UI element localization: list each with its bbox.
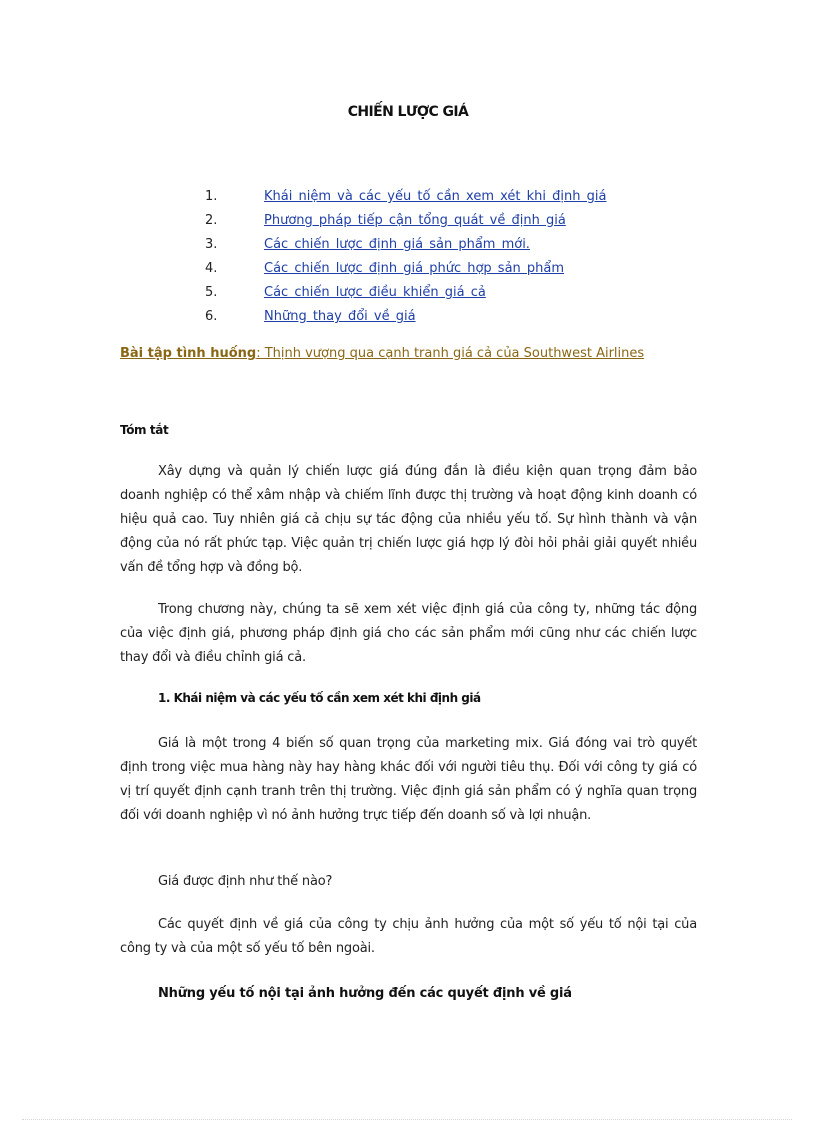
- table-of-contents: [205, 187, 725, 331]
- toc-link-price-changes[interactable]: Những thay đổi về giá: [264, 309, 416, 324]
- toc-link-concepts[interactable]: Khái niệm và các yếu tố cần xem xét khi định giá: [264, 189, 607, 204]
- summary-paragraph-1: Xây dựng và quản lý chiến lược giá đúng đắn là điều kiện quan trọng đảm bảo doanh nghiệp có thể xâm nhập và chiếm lĩnh được thị trường và hoạt động kinh doanh có hiệu quả cao. Tuy nhiên giá cả chịu sự tác động của nhiều yếu tố. Sự hình thành và vận động của nó rất phức tạp. Việc quản trị chiến lược giá hợp lý đòi hỏi phải giải quyết nhiều vấn đề tổng hợp và đồng bộ.: [120, 464, 697, 575]
- case-study-link[interactable]: [120, 344, 644, 364]
- section-1-paragraph-2: Các quyết định về giá của công ty chịu ảnh hưởng của một số yếu tố nội tại của công ty và của một số yếu tố bên ngoài.: [120, 917, 697, 956]
- toc-link-new-products[interactable]: Các chiến lược định giá sản phẩm mới.: [264, 237, 530, 252]
- toc-number: 2.: [205, 213, 218, 228]
- page-title: CHIẾN LƯỢC GIÁ: [347, 104, 469, 120]
- toc-item: [205, 211, 725, 235]
- case-study-label: Bài tập tình huống: [120, 346, 257, 361]
- section-1-heading: 1. Khái niệm và các yếu tố cần xem xét khi định giá: [158, 691, 481, 705]
- toc-number: 6.: [205, 309, 218, 324]
- summary-heading: Tóm tắt: [120, 423, 169, 437]
- section-1-question: Giá được định như thế nào?: [158, 874, 333, 889]
- page-bottom-edge: [22, 1119, 792, 1120]
- toc-number: 4.: [205, 261, 218, 276]
- toc-number: 5.: [205, 285, 218, 300]
- toc-item: [205, 307, 725, 331]
- internal-factors-heading: Những yếu tố nội tại ảnh hưởng đến các quyết định về giá: [158, 986, 572, 1001]
- toc-number: 1.: [205, 189, 218, 204]
- toc-number: 3.: [205, 237, 218, 252]
- toc-item: [205, 283, 725, 307]
- case-study-text: : Thịnh vượng qua cạnh tranh giá cả của Southwest Airlines: [256, 346, 645, 361]
- toc-link-general-approach[interactable]: Phương pháp tiếp cận tổng quát về định giá: [264, 213, 566, 228]
- summary-paragraph-2: Trong chương này, chúng ta sẽ xem xét việc định giá của công ty, những tác động của việc định giá, phương pháp định giá cho các sản phẩm mới cũng như các chiến lược thay đổi và điều chỉnh giá cả.: [120, 602, 697, 665]
- toc-link-price-adjustment[interactable]: Các chiến lược điều khiển giá cả: [264, 285, 486, 300]
- toc-item: [205, 259, 725, 283]
- toc-item: [205, 235, 725, 259]
- toc-item: [205, 187, 725, 211]
- section-1-paragraph-1: Giá là một trong 4 biến số quan trọng của marketing mix. Giá đóng vai trò quyết định trong việc mua hàng này hay hàng khác đối với người tiêu thụ. Đối với công ty giá có vị trí quyết định cạnh tranh trên thị trường. Việc định giá sản phẩm có ý nghĩa quan trọng đối với doanh nghiệp vì nó ảnh hưởng trực tiếp đến doanh số và lợi nhuận.: [120, 736, 697, 823]
- toc-link-product-mix[interactable]: Các chiến lược định giá phức hợp sản phẩm: [264, 261, 565, 276]
